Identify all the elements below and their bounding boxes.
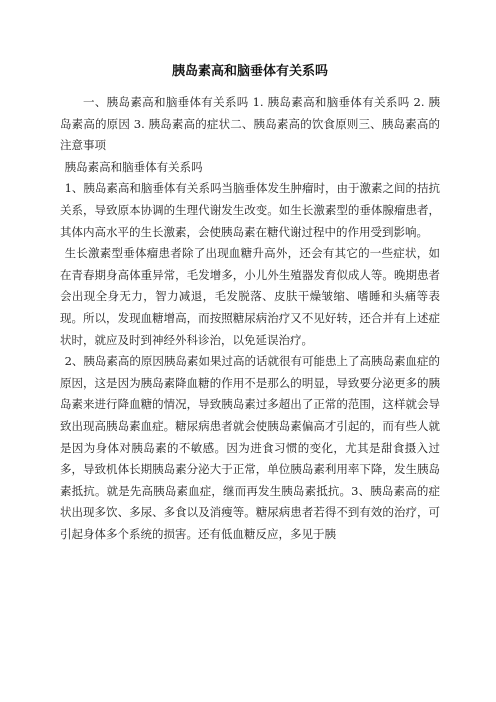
body-paragraph-2: 生长激素型垂体瘤患者除了出现血糖升高外，还会有其它的一些症状，如在青春期身高体重异常，毛发增多，小儿外生殖器发育似成人等。晚期患者会出现全身无力，智力减退，毛发脱落、皮肤干燥皱缩、嗜睡和头痛等表现。所以，发现血糖增高，而按照糖尿病治疗又不见好转，还合并有上述症状时，就应及时到神经外科诊治，以免延误治疗。 <box>60 246 440 347</box>
section-heading: 胰岛素高和脑垂体有关系吗 <box>64 159 203 174</box>
toc-paragraph: 一、胰岛素高和脑垂体有关系吗 1. 胰岛素高和脑垂体有关系吗 2. 胰岛素高的原因 3. 胰岛素高的症状二、胰岛素高的饮食原则三、胰岛素高的注意事项 <box>60 95 440 153</box>
body-paragraph-1: 1、胰岛素高和脑垂体有关系吗当脑垂体发生肿瘤时，由于激素之间的拮抗关系，导致原本协调的生理代谢发生改变。如生长激素型的垂体腺瘤患者，其体内高水平的生长激素，会使胰岛素在糖代谢过程中的作用受到影响。 <box>60 181 440 239</box>
document-title: 胰岛素高和脑垂体有关系吗 <box>171 64 328 79</box>
body-paragraph-3: 2、胰岛素高的原因胰岛素如果过高的话就很有可能患上了高胰岛素血症的原因，这是因为胰岛素降血糖的作用不是那么的明显，导致要分泌更多的胰岛素来进行降血糖的情况，导致胰岛素过多超出了正常的范围，这样就会导致出现高胰岛素血症。糖尿病患者就会使胰岛素偏高才引起的，而有些人就是因为身体对胰岛素的不敏感。因为进食习惯的变化，尤其是甜食摄入过多，导致机体长期胰岛素分泌大于正常，单位胰岛素利用率下降，发生胰岛素抵抗。就是先高胰岛素血症，继而再发生胰岛素抵抗。3、胰岛素高的症状出现多饮、多尿、多食以及消瘦等。糖尿病患者若得不到有效的治疗，可引起身体多个系统的损害。还有低血糖反应，多见于胰 <box>60 354 440 541</box>
